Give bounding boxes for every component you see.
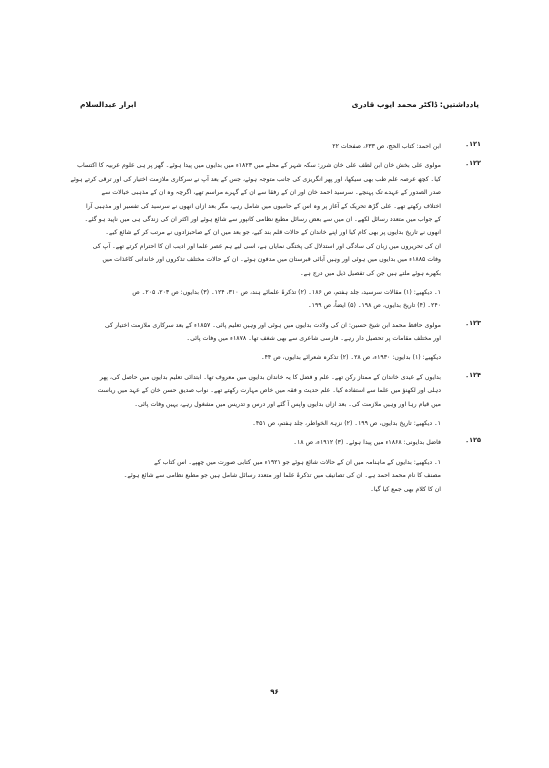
endnote-text-line: میں قیام رہا اور وہیں ملازمت کی۔ بعد ازاں بدایوں واپس آ گئے اور درس و تدریس میں مشغول رہے، یہیں وفات پائی۔: [134, 400, 441, 408]
endnote-text-line: اختلاف رکھتے تھے۔ علی گڑھ تحریک کے آغاز پر وہ اس کے حامیوں میں شامل رہے، مگر بعد ازاں انھوں نے سرسید کی تفسیر اور مذہبی آرا: [86, 202, 441, 210]
endnote: [70, 371, 481, 411]
endnote: [70, 351, 481, 364]
endnote-number: ۱۲۵۔: [465, 436, 481, 445]
endnote-text-line: دیکھیے: (۱) بدایوں: ۱۹۳۰ء، ص ۲۸۔ (۲) تذکرہ شعرائے بدایوں، ص ۴۴۔: [260, 354, 441, 362]
running-title: یادداشتیں: ڈاکٹر محمد ایوب قادری: [351, 100, 479, 109]
endnote-text-line: اور مختلف مقامات پر تحصیل دار رہے۔ فارسی شاعری سے بھی شغف تھا۔ ۱۸۷۸ء میں وفات پائی۔: [186, 335, 441, 343]
endnote: [70, 436, 481, 449]
endnotes-list: [70, 140, 481, 502]
endnote-text-line: انھوں نے تاریخ بدایوں پر بھی کام کیا اور اپنے خاندان کے حالات قلم بند کیے، جو بعد میں ان کے صاحبزادوں نے مرتب کر کے شائع کیے۔: [105, 229, 441, 237]
endnote: [70, 159, 481, 280]
endnote-text-line: ۱۔ دیکھیے: تاریخ بدایوں، ص ۱۹۹۔ (۲) نزہۃ الخواطر، جلد ہفتم، ص ۴۵۱۔: [252, 420, 441, 428]
endnote: [70, 286, 481, 313]
endnote-text-line: مصنف کا نام محمد احمد ہے۔ ان کی تصانیف میں تذکرۂ علما اور متعدد رسائل شامل ہیں جو مطبع نظامی سے شائع ہوئے۔: [123, 472, 441, 480]
endnote-number: ۱۲۴۔: [465, 370, 481, 379]
endnote-text-line: کے جواب میں متعدد رسائل لکھے۔ ان میں سے بعض رسائل مطبع نظامی کانپور سے شائع ہوئے اور اکثر ان کی زندگی ہی میں ناپید ہو گئے۔: [84, 215, 441, 223]
endnote-text-line: ان کی تحریروں میں زبان کی سادگی اور استدلال کی پختگی نمایاں ہے، اسی لیے ہم عصر علما اور ادیب ان کا احترام کرتے تھے۔ آپ کی: [92, 242, 441, 250]
endnote-text-line: ۱۔ دیکھیے: (۱) مقالات سرسید، جلد ہفتم، ص ۱۸۶۔ (۲) تذکرۂ علمائے ہند، ص ۳۱۰، ۱۲۴۔ (۳) بدایوں: ص ۲۰۳، ۲۰۵۔ ص: [132, 288, 441, 296]
endnote: [70, 319, 481, 346]
endnote: [70, 417, 481, 430]
endnote-number: ۱۲۲۔: [465, 159, 481, 168]
running-author: ابرار عبدالسلام: [80, 100, 137, 109]
endnote-text-line: مولوی علی بخش خان ابن لطف علی خان شرر: سکہ شہر کے محلے میں ۱۸۲۳ء میں بدایوں میں پیدا ہوئے۔ گھر پر ہی علوم عربیہ کا اکتساب: [77, 162, 441, 170]
endnote-text-line: وفات ۱۸۸۵ء میں بدایوں میں ہوئی اور وہیں آبائی قبرستان میں مدفون ہوئے۔ ان کے حالات مختلف تذکروں اور خاندانی کاغذات میں: [102, 256, 441, 264]
endnote-text-line: ان کا کلام بھی جمع کیا گیا۔: [370, 485, 441, 493]
endnote-text-line: صدر الصدور کے عہدے تک پہنچے۔ سرسید احمد خان اور ان کے رفقا سے ان کے گہرے مراسم تھے، اگرچہ وہ ان کے مذہبی خیالات سے: [101, 189, 441, 197]
running-header: [70, 100, 479, 114]
endnote-text-line: ۱۔ دیکھیے: بدایوں کے ماہنامہ میں ان کے حالات شائع ہوئے جو ۱۹۲۱ء میں کتابی صورت میں چھپے۔ اس کتاب کے: [154, 458, 441, 466]
endnote-text-line: ۲۴۰۔ (۴) تاریخ بدایوں، ص ۱۹۸۔ (۵) ایضاً، ص ۱۹۹۔: [308, 302, 441, 310]
endnote-text-line: دہلی اور لکھنؤ میں علما سے استفادہ کیا۔ علم حدیث و فقہ میں خاص مہارت رکھتے تھے۔ نواب صدیق حسن خان کے عہد میں ریاست: [97, 387, 441, 395]
endnote-text-line: فاضل بدایونی: ۱۸۶۸ء میں پیدا ہوئے۔ (۳) ۱۹۱۲ء، ص ۱۸۔: [293, 439, 441, 447]
endnote-text-line: کیا۔ کچھ عرصہ علم طب بھی سیکھا، اور پھر انگریزی کی جانب متوجہ ہوئے، جس کے بعد آپ نے سرکاری ملازمت اختیار کی اور ترقی کرتے ہوئے: [70, 175, 441, 183]
endnote: [70, 140, 481, 153]
endnote-number: ۱۲۳۔: [465, 318, 481, 327]
page-number: ۹۶: [270, 688, 279, 696]
endnote-number: ۱۲۱۔: [465, 140, 481, 148]
endnote-text-line: مولوی حافظ محمد ابن شیخ حسین: ان کی ولادت بدایوں میں ہوئی اور وہیں تعلیم پائی۔ ۱۸۵۷ء کے بعد سرکاری ملازمت اختیار کی: [104, 321, 441, 329]
endnote: [70, 456, 481, 496]
endnote-text-line: بدایوں کے عیدی خاندان کے ممتاز رکن تھے۔ علم و فضل کا یہ خاندان بدایوں میں معروف تھا۔ ابتدائی تعلیم بدایوں میں حاصل کی، پھر: [99, 373, 441, 381]
endnote-text-line: بکھرے ہوئے ملتے ہیں جن کی تفصیل ذیل میں درج ہے۔: [299, 269, 441, 277]
endnote-text-line: ابن احمد: کتاب الحج، ص ۶۳۳، صفحات ۲۲: [332, 143, 441, 150]
